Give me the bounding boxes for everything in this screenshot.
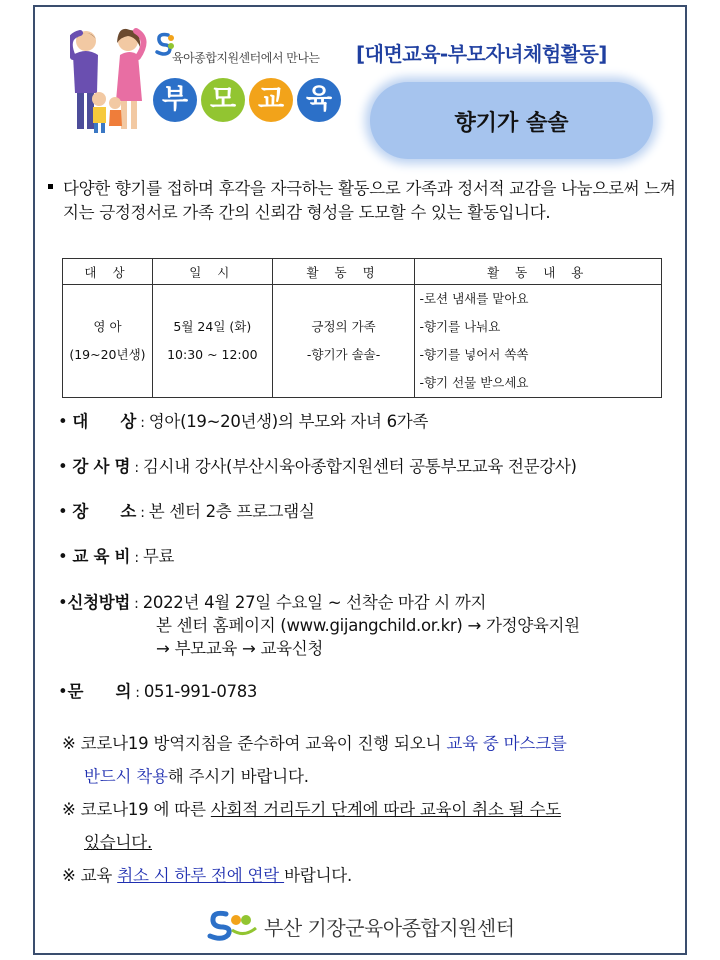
cell-activity-content bbox=[415, 285, 662, 398]
colon: : bbox=[130, 596, 143, 612]
activity-name-line-2: -향기가 솔솔- bbox=[306, 347, 381, 362]
date-line: 5월 24일 (화) bbox=[173, 319, 252, 334]
header-activity-content: 활 동 내 용 bbox=[415, 259, 662, 285]
apply-value-3: → 부모교육 → 교육신청 bbox=[156, 639, 323, 658]
note-distancing-underlined-2: 있습니다. bbox=[84, 833, 153, 852]
activity-name-line-1: 긍정의 가족 bbox=[311, 319, 376, 334]
info-apply bbox=[58, 589, 486, 613]
program-title: 향기가 솔솔 bbox=[454, 111, 569, 136]
note-cancel-text-2: 바랍니다. bbox=[284, 866, 353, 885]
logo-circle-1: 부 bbox=[153, 78, 197, 122]
intro-text: 다양한 향기를 접하며 후각을 자극하는 활동으로 가족과 정서적 교감을 나눔으로써 느껴지는 긍정정서로 가족 간의 신뢰감 형성을 도모할 수 있는 활동입니다. bbox=[63, 179, 676, 222]
note-distancing-line-2 bbox=[84, 829, 152, 853]
info-fee bbox=[58, 543, 174, 567]
schedule-row bbox=[63, 285, 662, 398]
info-contact bbox=[58, 678, 257, 702]
content-item: -향기 선물 받으세요 bbox=[419, 375, 529, 390]
contact-value: 051-991-0783 bbox=[143, 682, 258, 701]
intro-paragraph bbox=[42, 177, 682, 225]
colon: : bbox=[130, 550, 143, 566]
apply-value-2: 본 센터 홈페이지 (www.gijangchild.or.kr) → 가정양육지원 bbox=[156, 616, 580, 635]
note-cancel-highlight: 취소 시 하루 전에 연락 bbox=[117, 866, 285, 885]
colon: : bbox=[136, 505, 149, 521]
place-value: 본 센터 2층 프로그램실 bbox=[148, 502, 315, 521]
family-illustration bbox=[70, 27, 150, 137]
cell-datetime bbox=[152, 285, 272, 398]
colon: : bbox=[136, 415, 149, 431]
note-distancing-text: ※ 코로나19 에 따른 bbox=[62, 800, 211, 819]
bullet-dot: • bbox=[58, 457, 73, 476]
bullet-dot: • bbox=[58, 682, 68, 701]
logo-circle-3: 교 bbox=[249, 78, 293, 122]
target-label: 대 상 bbox=[72, 412, 137, 431]
footer-org-name: 부산 기장군육아종합지원센터 bbox=[264, 916, 515, 940]
apply-value-1: 2022년 4월 27일 수요일 ~ 선착순 마감 시 까지 bbox=[142, 593, 487, 612]
schedule-table bbox=[62, 258, 662, 398]
bullet-dot: • bbox=[58, 412, 73, 431]
place-label: 장 소 bbox=[72, 502, 137, 521]
target-value: 영아(19~20년생)의 부모와 자녀 6가족 bbox=[148, 412, 429, 431]
bullet-dot: • bbox=[58, 547, 73, 566]
header-datetime: 일 시 bbox=[152, 259, 272, 285]
content-item: -향기를 나눠요 bbox=[419, 319, 501, 334]
fee-label: 교 육 비 bbox=[72, 547, 131, 566]
instructor-label: 강 사 명 bbox=[72, 457, 131, 476]
info-place bbox=[58, 498, 315, 522]
apply-label: 신청방법 bbox=[67, 593, 130, 612]
footer-logo-icon bbox=[206, 908, 262, 942]
logo-circle-2: 모 bbox=[201, 78, 245, 122]
cell-target bbox=[63, 285, 153, 398]
note-cancel-text: ※ 교육 bbox=[62, 866, 118, 885]
target-line-2: (19~20년생) bbox=[69, 347, 146, 362]
note-mask-line-2 bbox=[84, 763, 309, 787]
contact-label: 문 의 bbox=[67, 682, 132, 701]
bullet-square-icon bbox=[48, 184, 53, 189]
program-category: [대면교육-부모자녀체험활동] bbox=[356, 42, 607, 66]
note-cancel bbox=[62, 862, 352, 886]
fee-value: 무료 bbox=[142, 547, 175, 566]
header-activity-name: 활 동 명 bbox=[272, 259, 415, 285]
note-mask bbox=[62, 730, 567, 754]
target-line-1: 영 아 bbox=[93, 319, 122, 334]
info-target bbox=[58, 408, 428, 432]
note-distancing bbox=[62, 796, 561, 820]
time-line: 10:30 ~ 12:00 bbox=[167, 347, 258, 362]
instructor-value: 김시내 강사(부산시육아종합지원센터 공통부모교육 전문강사) bbox=[142, 457, 577, 476]
info-instructor bbox=[58, 453, 577, 477]
note-mask-highlight: 교육 중 마스크를 bbox=[446, 734, 567, 753]
note-mask-text: ※ 코로나19 방역지침을 준수하여 교육이 진행 되오니 bbox=[62, 734, 447, 753]
bullet-dot: • bbox=[58, 593, 68, 612]
note-mask-text-2: 해 주시기 바랍니다. bbox=[167, 767, 309, 786]
colon: : bbox=[130, 460, 143, 476]
logo-circle-4: 육 bbox=[297, 78, 341, 122]
note-distancing-underlined: 사회적 거리두기 단계에 따라 교육이 취소 될 수도 bbox=[210, 800, 561, 819]
content-item: -향기를 넣어서 쏙쏙 bbox=[419, 347, 529, 362]
schedule-header-row bbox=[63, 259, 662, 285]
header-target: 대 상 bbox=[63, 259, 153, 285]
colon: : bbox=[131, 685, 144, 701]
content-item: -로션 냄새를 맡아요 bbox=[419, 291, 529, 306]
note-mask-highlight-2: 반드시 착용 bbox=[84, 767, 168, 786]
logo-tagline: 육아종합지원센터에서 만나는 bbox=[172, 51, 320, 65]
bullet-dot: • bbox=[58, 502, 73, 521]
cell-activity-name bbox=[272, 285, 415, 398]
